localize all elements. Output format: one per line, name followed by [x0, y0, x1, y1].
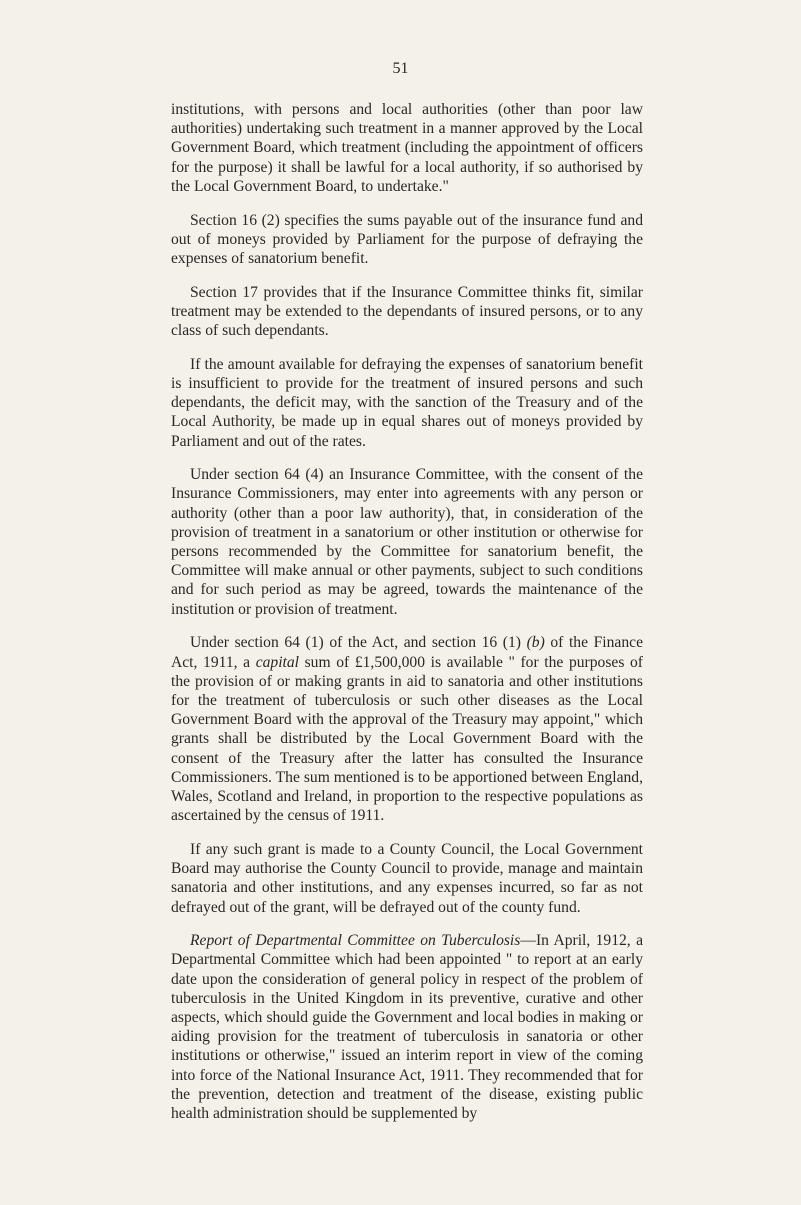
paragraph-8-text: —In April, 1912, a Departmental Committee which had been appointed " to report at an early date upon the consideration of general policy in respect of the problem of tuberculosis in the United Kingdom in its preventive, curative and other aspects, which should guide the Government and local bodies in making or aiding provision for the treatment of tuberculosis in sanatoria or other institutions or otherwise," issued an interim report in view of the coming into force of the National Insurance Act, 1911. They recommended that for the prevention, detection and treatment of the disease, existing public health administration should be supplemented by	[171, 932, 644, 1123]
section-heading: Report of Departmental Committee on Tuberculosis	[190, 932, 521, 950]
paragraph-1: institutions, with persons and local authorities (other than poor law authorities) undertaking such treatment in a manner approved by the Local Government Board, which treatment (including the appointment of officers for the purpose) it shall be lawful for a local authority, if so authorised by the Local Government Board, to undertake."	[171, 101, 643, 195]
paragraph-6	[171, 633, 643, 825]
paragraph-6-part-3: sum of £1,500,000 is available " for the purposes of the provision of or making grants in aid to sanatoria and other institutions for the treatment of tuberculosis or such other diseases as the Local Government Board with the approval of the Treasury may appoint," which grants shall be distributed by the Local Government Board with the consent of the Treasury after the latter has consulted the Insurance Commissioners. The sum mentioned is to be apportioned between England, Wales, Scotland and Ireland, in proportion to the respective populations as ascertained by the census of 1911.	[171, 653, 643, 825]
body-text	[171, 100, 643, 1123]
page-number: 51	[392, 60, 409, 77]
paragraph-6-letter: (b)	[526, 634, 545, 652]
paragraph-2: Section 16 (2) specifies the sums payable out of the insurance fund and out of moneys provided by Parliament for the purpose of defraying the expenses of sanatorium benefit.	[171, 211, 643, 267]
paragraph-6-part-1: Under section 64 (1) of the Act, and section 16 (1)	[190, 634, 527, 652]
paragraph-3: Section 17 provides that if the Insurance Committee thinks fit, similar treatment may be extended to the dependants of insured persons, or to any class of such dependants.	[171, 283, 643, 340]
paragraph-7: If any such grant is made to a County Council, the Local Government Board may authorise the County Council to provide, manage and maintain sanatoria and other institutions, and any expenses incurred, so far as not defrayed out of the grant, will be defrayed out of the county fund.	[171, 840, 643, 916]
paragraph-8	[171, 931, 643, 1123]
paragraph-4: If the amount available for defraying the expenses of sanatorium benefit is insufficient to provide for the treatment of insured persons and such dependants, the deficit may, with the sanction of the Treasury and of the Local Authority, be made up in equal shares out of moneys provided by Parliament and out of the rates.	[171, 355, 643, 450]
paragraph-6-capital: capital	[255, 653, 299, 671]
paragraph-5: Under section 64 (4) an Insurance Committee, with the consent of the Insurance Commissioners, may enter into agreements with any person or authority (other than a poor law authority), that, in consideration of the provision of treatment in a sanatorium or other institution or otherwise for persons recommended by the Committee for sanatorium benefit, the Committee will make annual or other payments, subject to such conditions and for such period as may be agreed, towards the maintenance of the institution or provision of treatment.	[171, 466, 643, 618]
paragraph-6-part-2: of the Finance Act, 1911, a	[171, 634, 643, 671]
